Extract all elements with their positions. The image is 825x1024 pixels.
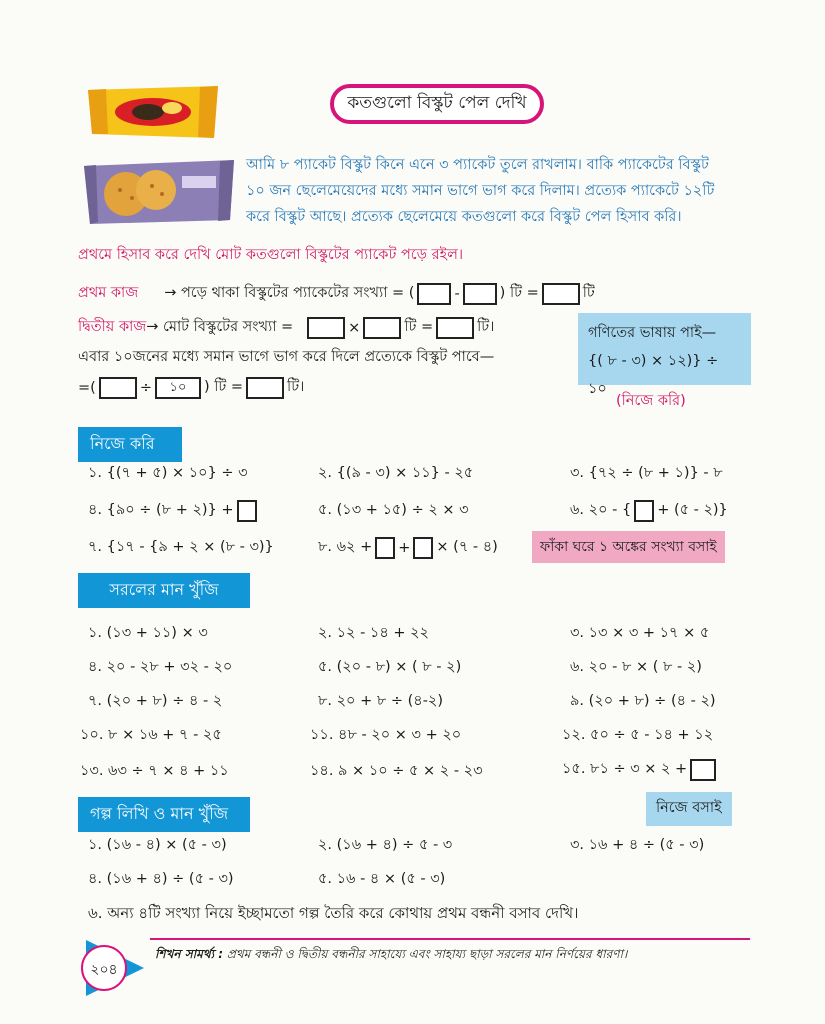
answer-box[interactable] xyxy=(237,500,257,522)
section-heading: নিজে করি xyxy=(78,427,182,462)
exercise-item: ৬. অন্য ৪টি সংখ্যা নিয়ে ইচ্ছামতো গল্প তৈরি করে কোথায় প্রথম বন্ধনী বসাব দেখি। xyxy=(88,904,579,922)
page-number: ২০৪ xyxy=(90,962,118,978)
answer-box[interactable] xyxy=(413,537,433,559)
answer-box[interactable] xyxy=(463,283,497,305)
section-heading: গল্প লিখি ও মান খুঁজি xyxy=(78,797,250,832)
learning-outcome-text: প্রথম বন্ধনী ও দ্বিতীয় বন্ধনীর সাহায্যে এবং সাহায্য ছাড়া সরলের মান নির্ণয়ের ধারণা। xyxy=(226,947,628,961)
task1-unit: টি xyxy=(582,285,595,301)
exercise-item: ১৪. ৯ × ১০ ÷ ৫ × ২ - ২৩ xyxy=(310,763,483,779)
task1-close: ) টি = xyxy=(499,285,539,301)
intro-paragraph xyxy=(246,152,766,230)
learning-outcome xyxy=(155,946,627,966)
minus-sign: - xyxy=(454,286,460,302)
exercise-item: ৫. (১৩ + ১৫) ÷ ২ × ৩ xyxy=(318,502,469,518)
footer-divider xyxy=(150,938,750,940)
intro-line: করে বিস্কুট আছে। প্রত্যেক ছেলেমেয়ে কতগুলো করে বিস্কুট পেল হিসাব করি। xyxy=(246,209,682,225)
exercise-item: ১১. ৪৮ - ২০ × ৩ + ২০ xyxy=(310,727,462,743)
answer-box[interactable] xyxy=(634,500,654,522)
exercise-text-tail: + (৫ - ২)} xyxy=(657,502,728,518)
exercise-item: ৭. {১৭ - {৯ + ২ × (৮ - ৩)} xyxy=(88,539,274,555)
divide-sign: ÷ xyxy=(139,380,152,396)
share-calc-row xyxy=(78,376,304,400)
exercise-item: ১. {(৭ + ৫) × ১০} ÷ ৩ xyxy=(88,465,248,481)
exercise-item: ৮. ২০ + ৮ ÷ (৪-২) xyxy=(318,693,444,709)
exercise-text-mid: + xyxy=(398,540,411,556)
answer-box[interactable] xyxy=(307,317,345,339)
exercise-text: ৬. ২০ - { xyxy=(570,502,632,518)
exercise-item: ১০. ৮ × ১৬ + ৭ - ২৫ xyxy=(80,727,222,743)
share-close: ) টি = xyxy=(203,379,244,395)
task2-row xyxy=(78,316,494,340)
answer-box[interactable] xyxy=(363,317,401,339)
math-language-expr: {( ৮ - ৩) × ১২)} ÷ ১০ xyxy=(588,353,719,397)
exercise-item: ১৩. ৬৩ ÷ ৭ × ৪ + ১১ xyxy=(80,763,229,779)
answer-box[interactable] xyxy=(542,283,580,305)
answer-box[interactable] xyxy=(690,759,716,781)
answer-box[interactable] xyxy=(246,377,284,399)
exercise-text-tail: × (৭ - ৪) xyxy=(436,539,498,555)
answer-box[interactable] xyxy=(375,537,395,559)
task1-label: প্রথম কাজ xyxy=(78,285,139,301)
exercise-item: ৪. ২০ - ২৮ + ৩২ - ২০ xyxy=(88,659,233,675)
task1-row xyxy=(78,282,595,306)
biscuit-packet-image xyxy=(84,160,234,224)
exercise-item-4 xyxy=(88,499,260,523)
exercise-item-6 xyxy=(570,499,728,523)
exercise-item: ৭. (২০ + ৮) ÷ ৪ - ২ xyxy=(88,693,223,709)
page-title: কতগুলো বিস্কুট পেল দেখি xyxy=(330,84,544,124)
exercise-item: ১২. ৫০ ÷ ৫ - ১৪ + ১২ xyxy=(562,727,714,743)
share-line: এবার ১০জনের মধ্যে সমান ভাগে ভাগ করে দিলে প্রত্যেকে বিস্কুট পাবে— xyxy=(78,349,495,365)
exercise-text: ৪. {৯০ ÷ (৮ + ২)} + xyxy=(88,502,234,518)
exercise-item: ৩. {৭২ ÷ (৮ + ১)} - ৮ xyxy=(570,465,723,481)
answer-box[interactable] xyxy=(436,317,474,339)
exercise-item-15 xyxy=(562,758,719,782)
exercise-item-8 xyxy=(318,536,498,560)
learning-outcome-label: শিখন সামর্থ্য : xyxy=(155,947,224,961)
share-unit: টি। xyxy=(287,379,305,395)
exercise-item: ৪. (১৬ + ৪) ÷ (৫ - ৩) xyxy=(88,871,234,887)
times-sign: × xyxy=(348,320,361,336)
exercise-item: ২. ১২ - ১৪ + ২২ xyxy=(318,625,429,641)
self-do-note: (নিজে করি) xyxy=(616,393,686,409)
candy-wrapper-image xyxy=(88,86,218,138)
exercise-item: ৯. (২০ + ৮) ÷ (৪ - ২) xyxy=(570,693,716,709)
intro-line: ১০ জন ছেলেমেয়েদের মধ্যে সমান ভাগে ভাগ করে দিলাম। প্রত্যেক প্যাকেটে ১২টি xyxy=(246,183,715,199)
math-language-title: গণিতের ভাষায় পাই— xyxy=(588,325,717,341)
exercise-item: ২. (১৬ + ৪) ÷ ৫ - ৩ xyxy=(318,837,453,853)
exercise-item: ২. {(৯ - ৩) × ১১} - ২৫ xyxy=(318,465,474,481)
exercise-item: ৩. ১৬ + ৪ ÷ (৫ - ৩) xyxy=(570,837,705,853)
task2-unit: টি। xyxy=(477,319,495,335)
answer-box[interactable] xyxy=(99,377,137,399)
math-language-box xyxy=(578,313,751,397)
fill-hint: ফাঁকা ঘরে ১ অঙ্কের সংখ্যা বসাই xyxy=(532,531,725,563)
exercise-item: ৫. (২০ - ৮) × ( ৮ - ২) xyxy=(318,659,462,675)
exercise-item: ৫. ১৬ - ৪ × (৫ - ৩) xyxy=(318,871,446,887)
task2-label: দ্বিতীয় কাজ xyxy=(78,319,147,335)
task2-text: → মোট বিস্কুটের সংখ্যা = xyxy=(146,319,294,335)
ten-box: ১০ xyxy=(155,377,201,399)
exercise-item: ১. (১৩ + ১১) × ৩ xyxy=(88,625,208,641)
exercise-item: ৩. ১৩ × ৩ + ১৭ × ৫ xyxy=(570,625,710,641)
exercise-text: ১৫. ৮১ ÷ ৩ × ২ + xyxy=(562,761,688,777)
prompt-text: প্রথমে হিসাব করে দেখি মোট কতগুলো বিস্কুটের প্যাকেট পড়ে রইল। xyxy=(78,247,464,263)
intro-line: আমি ৮ প্যাকেট বিস্কুট কিনে এনে ৩ প্যাকেট তুলে রাখলাম। বাকি প্যাকেটের বিস্কুট xyxy=(246,157,709,173)
share-open: =( xyxy=(78,380,96,396)
exercise-text: ৮. ৬২ + xyxy=(318,539,373,555)
task1-text: → পড়ে থাকা বিস্কুটের প্যাকেটের সংখ্যা = ( xyxy=(164,285,415,301)
task2-eq: টি = xyxy=(404,319,434,335)
self-place-badge: নিজে বসাই xyxy=(646,792,732,826)
exercise-item: ১. (১৬ - ৪) × (৫ - ৩) xyxy=(88,837,227,853)
exercise-item: ৬. ২০ - ৮ × ( ৮ - ২) xyxy=(570,659,702,675)
section-heading: সরলের মান খুঁজি xyxy=(78,573,250,608)
answer-box[interactable] xyxy=(417,283,451,305)
